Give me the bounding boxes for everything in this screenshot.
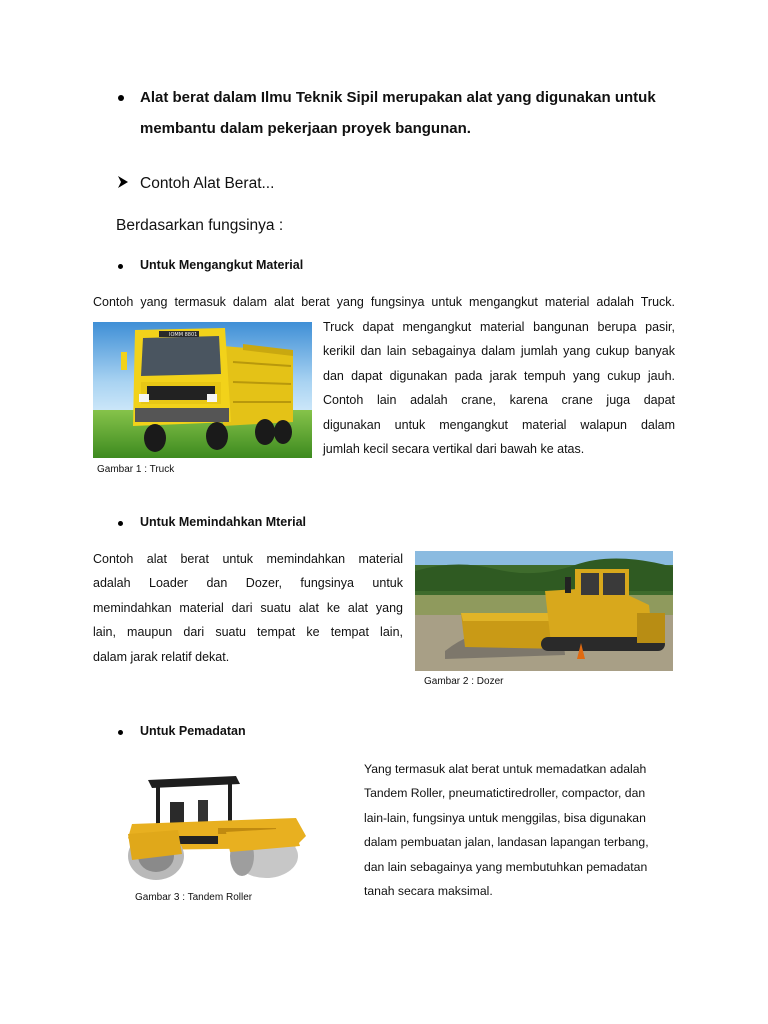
caption-tandem-roller: Gambar 3 : Tandem Roller xyxy=(135,892,253,903)
caption-dozer: Gambar 2 : Dozer xyxy=(424,676,504,687)
section1-line: jumlah kecil secara vertikal dari bawah ke atas. xyxy=(323,442,585,457)
intro-line-1: Alat berat dalam Ilmu Teknik Sipil merupakan alat yang digunakan untuk xyxy=(140,89,656,106)
section1-line: dan dapat digunakan pada jarak tempuh yang cukup jauh. xyxy=(323,368,675,383)
section1-title: Untuk Mengangkut Material xyxy=(140,258,304,272)
section3-line: Yang termasuk alat berat untuk memadatkan adalah xyxy=(364,762,647,776)
intro-line-2: membantu dalam pekerjaan proyek bangunan. xyxy=(140,120,471,137)
section2-title: Untuk Memindahkan Mterial xyxy=(140,515,306,529)
truck-image xyxy=(93,322,312,458)
section1-lead: Contoh yang termasuk dalam alat berat yang fungsinya untuk mengangkut material adalah Truck. xyxy=(93,295,675,309)
section3-line: dalam pembuatan jalan, landasan lapangan terbang, xyxy=(364,835,649,850)
section3-line: dan lain sebagainya yang membutuhkan pemadatan xyxy=(364,859,648,874)
section2-line: adalah Loader dan Dozer, fungsinya untuk xyxy=(93,576,403,591)
section3-body xyxy=(364,757,679,903)
section2-line: lain, maupun dari suatu tempat ke tempat lain, xyxy=(93,625,403,640)
section1-line: digunakan untuk mengangkut material walapun dalam xyxy=(323,417,675,432)
section3-line: tanah secara maksimal. xyxy=(364,884,493,899)
truck-plate-text: IOMM 8801 xyxy=(169,332,198,338)
section3-title: Untuk Pemadatan xyxy=(140,724,246,738)
arrow-bullet-icon xyxy=(116,175,130,193)
section1-line: Contoh lain adalah crane, karena crane juga dapat xyxy=(323,393,675,408)
section3-line: lain-lain, fungsinya untuk menggilas, bisa digunakan xyxy=(364,810,646,825)
section2-line: dalam jarak relatif dekat. xyxy=(93,649,230,664)
section2-body xyxy=(93,547,403,669)
examples-heading: Contoh Alat Berat... xyxy=(140,175,275,192)
bullet-icon xyxy=(118,264,123,269)
function-heading: Berdasarkan fungsinya : xyxy=(116,217,284,234)
section1-line: kerikil dan lain sebagainya dalam jumlah yang cukup banyak xyxy=(323,344,675,359)
section2-line: memindahkan material dari suatu alat ke alat yang xyxy=(93,600,403,615)
dozer-image xyxy=(415,551,673,671)
bullet-icon xyxy=(118,95,124,101)
section3-line: Tandem Roller, pneumatictiredroller, compactor, dan xyxy=(364,786,646,801)
tandem-roller-image xyxy=(118,770,318,885)
section1-body xyxy=(323,315,675,461)
section1-line: Truck dapat mengangkut material bangunan berupa pasir, xyxy=(323,320,675,334)
bullet-icon xyxy=(118,521,123,526)
caption-truck: Gambar 1 : Truck xyxy=(97,464,175,475)
bullet-icon xyxy=(118,730,123,735)
section2-line: Contoh alat berat untuk memindahkan material xyxy=(93,552,403,566)
